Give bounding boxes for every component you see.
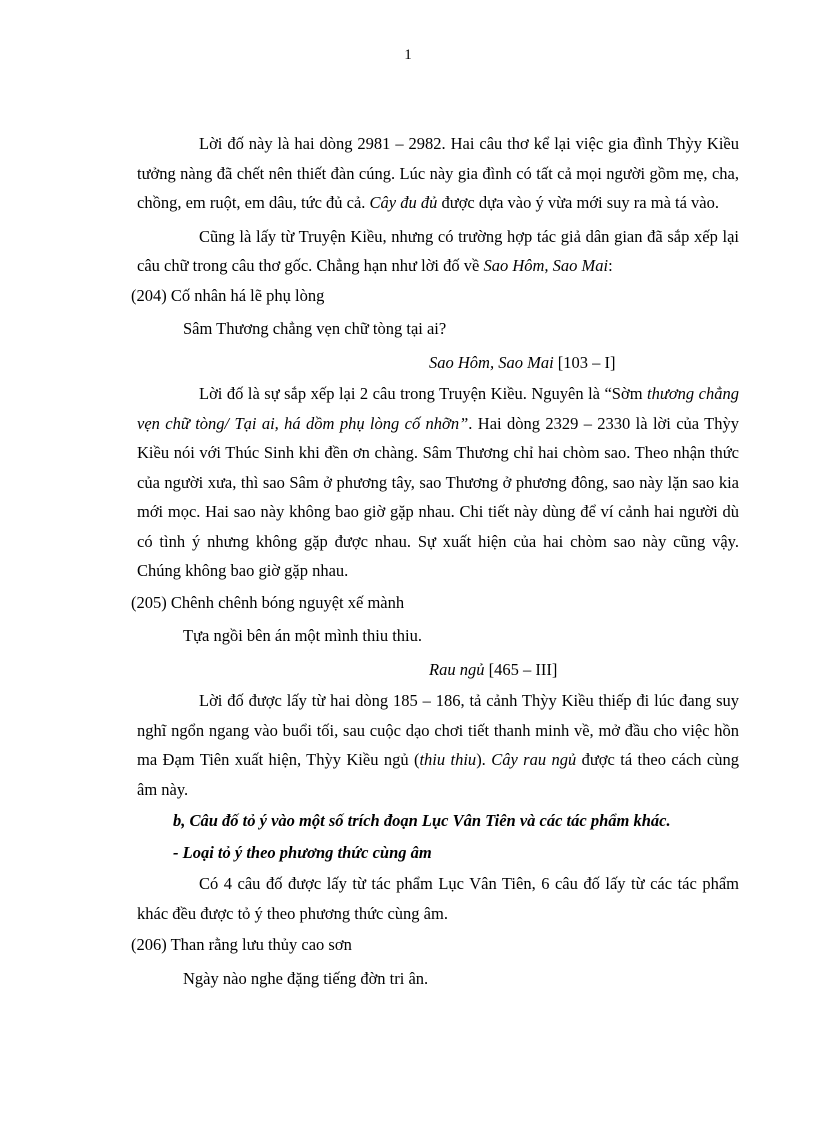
page-number: 1 (404, 47, 412, 63)
paragraph-5: Có 4 câu đố được lấy từ tác phẩm Lục Vân Tiên, 6 câu đố lấy từ các tác phẩm khác đều được tỏ ý theo phương thức cùng âm. (137, 874, 739, 923)
para3-text: Lời đố là sự sắp xếp lại 2 câu trong Truyện Kiều. Nguyên là “Sờm (199, 384, 648, 403)
para4-emphasis-2: Cây rau ngủ (491, 750, 577, 769)
riddle-204-ref: [103 – I] (553, 352, 616, 372)
riddle-205-source (137, 655, 739, 685)
paragraph-4 (137, 686, 739, 804)
document-body (131, 129, 740, 993)
para2-text: Cũng là lấy từ Truyện Kiều, nhưng có trường hợp tác giả dân gian đã sắp xếp lại câu chữ trong câu thơ gốc. Chẳng hạn như lời đố về (137, 226, 739, 275)
riddle-205-line-2: Tựa ngồi bên án một mình thiu thiu. (183, 626, 423, 645)
para4-text-mid: ). (476, 750, 492, 769)
paragraph-1 (137, 129, 739, 218)
para4-text-end: được tá theo cách cùng âm này. (137, 750, 740, 799)
para3-text-end: . Hai dòng 2329 – 2330 là lời của Thỳy Kiều nói với Thúc Sinh khi đền ơn chàng. Sâm Thương chỉ hai chòm sao. Theo nhận thức của người xưa, thì sao Sâm ở phương tây, sao Thương ở phương đông, sao này lặn sao kia mới mọc. Hai sao này không bao giờ gặp nhau. Chi tiết này dùng để ví cảnh hai người dù có tình ý nhưng không gặp được nhau. Sự xuất hiện của hai chòm sao này cũng vậy. Chúng không bao giờ gặp nhau. (137, 413, 739, 580)
riddle-206-line-2: Ngày nào nghe đặng tiếng đờn tri ân. (183, 968, 429, 988)
paragraph-2 (137, 222, 739, 281)
para1-emphasis: Cây đu đủ (369, 193, 438, 212)
para2-emphasis: Sao Hôm, Sao Mai (483, 256, 609, 275)
riddle-205-line-1: (205) Chênh chênh bóng nguyệt xế mành (131, 592, 405, 612)
para3-emphasis: thương chẳng vẹn chữ tòng/ Tại ai, há dồm phụ lòng cố nhỡn” (137, 384, 740, 433)
paragraph-3 (137, 379, 739, 586)
riddle-204-line-1: (204) Cố nhân há lẽ phụ lòng (131, 285, 325, 305)
riddle-204-source (137, 348, 739, 378)
para2-text-end: : (608, 256, 613, 275)
riddle-204-line-2: Sâm Thương chẳng vẹn chữ tòng tại ai? (183, 319, 447, 338)
para1-text-end: được dựa vào ý vừa mới suy ra mà tá vào. (437, 193, 720, 212)
para1-text: Lời đố này là hai dòng 2981 – 2982. Hai câu thơ kể lại việc gia đình Thỳy Kiều tưởng nàng đã chết nên thiết đàn cúng. Lúc này gia đình có tất cả mọi người gồm mẹ, cha, chồng, em ruột, em dâu, tức đủ cả. (137, 134, 739, 212)
para4-text: Lời đố được lấy từ hai dòng 185 – 186, tả cảnh Thỳy Kiều thiếp đi lúc đang suy nghĩ ngổn ngang vào buổi tối, sau cuộc dạo chơi tiết thanh minh về, mở đầu cho việc hồn ma Đạm Tiên xuất hiện, Thỳy Kiều ngủ ( (137, 691, 739, 769)
riddle-206-line-1: (206) Than rằng lưu thủy cao sơn (131, 935, 352, 954)
para4-emphasis-1: thiu thiu (419, 750, 477, 769)
section-heading-b: b, Câu đố tỏ ý vào một số trích đoạn Lục Vân Tiên và các tác phẩm khác. (173, 811, 671, 830)
riddle-205-ref: [465 – III] (484, 659, 558, 679)
subsection-heading: - Loại tỏ ý theo phương thức cùng âm (173, 842, 432, 862)
riddle-205-answer: Rau ngủ (429, 659, 485, 679)
riddle-204-answer: Sao Hôm, Sao Mai (429, 352, 554, 372)
